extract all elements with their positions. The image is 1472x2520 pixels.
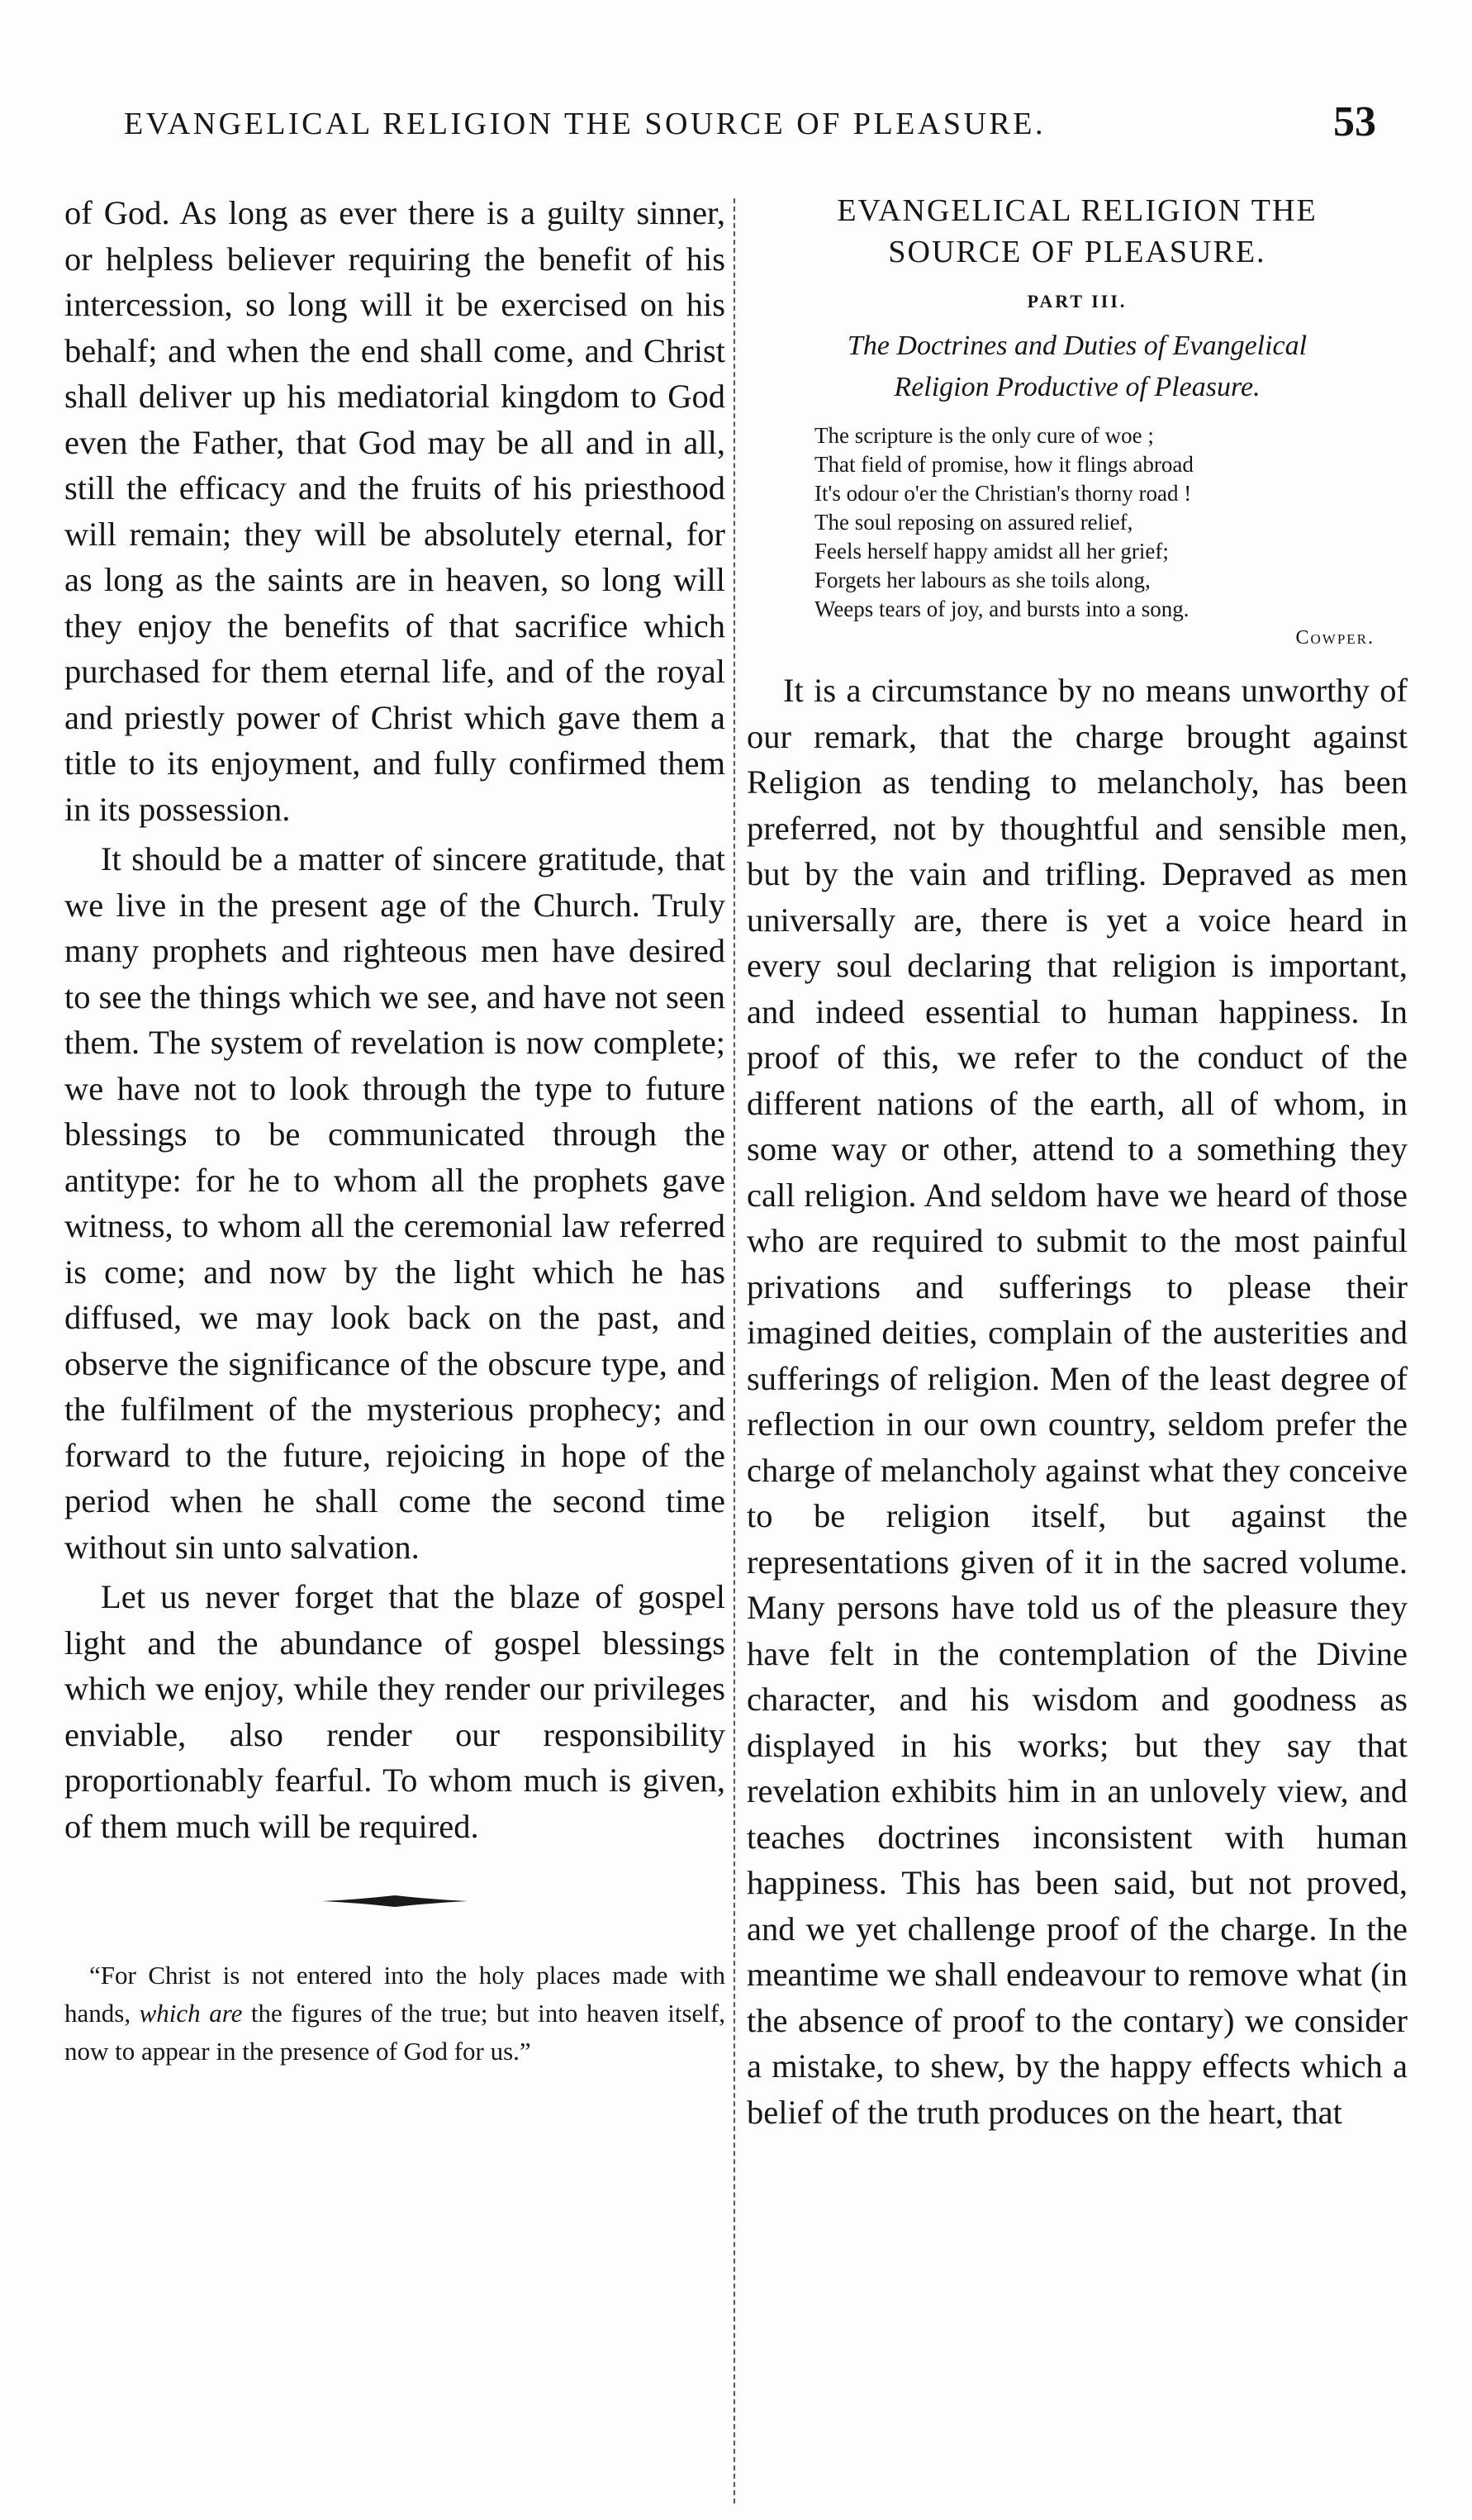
footnote-text: the figures of the true; but into heaven itself, now to appear in the presence of God for us.” [64,1999,725,2066]
epigraph-attribution: Cowper. [1295,627,1375,649]
verse-line: That field of promise, how it flings abroad [814,452,1194,477]
article-title [747,190,1408,273]
article-title-line: SOURCE OF PLEASURE. [888,235,1266,269]
verse-line: The soul reposing on assured relief, [814,510,1133,535]
subtitle-line: The Doctrines and Duties of Evangelical [847,330,1308,361]
verse-line: Forgets her labours as she toils along, [814,568,1151,592]
body-paragraph: It should be a matter of sincere gratitude, that we live in the present age of the Church. Truly many prophets and righteous men have desired to see the things which we see, and have not seen them. The system of revelation is now complete; we have not to look through the type to future blessings to be communicated through the antitype: for he to whom all the prophets gave witness, to whom all the ceremonial law referred is come; and now by the light which he has diffused, we may look back on the past, and observe the significance of the obscure type, and the fulfilment of the mysterious prophecy; and forward to the future, rejoicing in hope of the period when he shall come the second time without sin unto salvation. [64,840,725,1566]
verse-line: Weeps tears of joy, and bursts into a song. [814,597,1189,621]
ornamental-rule [321,1894,469,1909]
verse-line: It's odour o'er the Christian's thorny road ! [814,481,1192,506]
epigraph-verse [814,421,1408,624]
body-paragraph: of God. As long as ever there is a guilty sinner, or helpless believer requiring the benefit of his intercession, so long will it be exercised on his behalf; and when the end shall come, and Christ shall deliver up his mediatorial kingdom to God even the Father, that God may be all and in all, still the efficacy and the fruits of his priesthood will remain; they will be absolutely eternal, for as long as the saints are in heaven, so long will they enjoy the benefits of that sacrifice which purchased for them eternal life, and of the royal and priestly power of Christ which gave them a title to its enjoyment, and fully confirmed them in its possession. [64,194,725,828]
left-column [64,190,725,2071]
body-paragraph: It is a circumstance by no means unworthy of our remark, that the charge brought against Religion as tending to melancholy, has been preferred, not by thoughtful and sensible men, but by the vain and trifling. Depraved as men universally are, there is yet a voice heard in every soul declaring that religion is important, and indeed essential to human happiness. In proof of this, we refer to the conduct of the different nations of the earth, all of whom, in some way or other, attend to a something they call religion. And seldom have we heard of those who are required to submit to the most painful privations and sufferings to please their imagined deities, complain of the austerities and sufferings of religion. Men of the least degree of reflection in our own country, seldom prefer the charge of melancholy against what they conceive to be religion itself, but against the representations given of it in the sacred volume. Many persons have told us of the pleasure they have felt in the contemplation of the Divine character, and his wisdom and goodness as displayed in his works; but they say that revelation exhibits him in an unlovely view, and teaches doctrines inconsistent with human happiness. This has been said, but not proved, and we yet challenge proof of the charge. In the meantime we shall endeavour to remove what (in the absence of proof to the contary) we consider a mistake, to shew, by the happy effects which a belief of the truth produces on the heart, that [747,672,1408,2131]
footnote-emphasis: which are [139,1999,243,2028]
part-label: PART III. [1027,291,1128,311]
column-divider [734,198,735,2503]
verse-line: The scripture is the only cure of woe ; [814,423,1154,448]
page-number: 53 [1333,98,1376,145]
body-paragraph: Let us never forget that the blaze of gospel light and the abundance of gospel blessings which we enjoy, while they render our privileges enviable, also render our responsibility proportionably fearful. To whom much is given, of them much will be required. [64,1578,725,1845]
running-head [0,97,1472,164]
verse-line: Feels herself happy amidst all her grief; [814,539,1169,563]
right-column [747,190,1408,2139]
article-title-line: EVANGELICAL RELIGION THE [837,193,1318,228]
footnote-text: “For Christ is not entered into the holy places made with hands, [64,1961,725,2028]
subtitle-line: Religion Productive of Pleasure. [894,372,1261,402]
running-title: EVANGELICAL RELIGION THE SOURCE OF PLEASURE. [124,107,1046,141]
footnote [64,1957,725,2071]
article-subtitle [747,326,1408,408]
